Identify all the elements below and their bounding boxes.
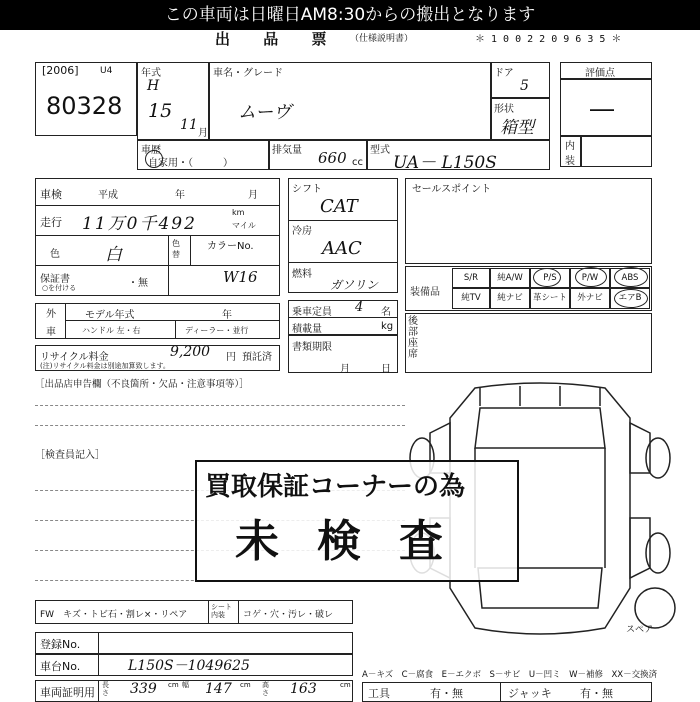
jack-value: 有・無 [580,687,613,700]
form-title: 出 品 票 [215,30,341,48]
capacity-label: 乗車定員 [292,307,332,318]
sales-point-label: セールスポイント [412,184,492,195]
mileage-value: 11万0千492 [82,214,197,234]
abs-circle-mark [614,267,648,287]
model-label: 型式 [370,145,390,156]
displacement-value: 660 [318,149,347,167]
mileage-unit-km: km [232,208,245,217]
doors-label: ドア [494,68,514,79]
ac-value: AAC [322,238,362,259]
equip-navi: 純ナビ [490,288,530,309]
seat-status: コゲ・穴・汚レ・破レ [243,610,334,620]
color-no-label: カラーNo. [207,241,254,252]
recycle-label: リサイクル料金 [40,352,109,363]
warranty-note: ○を付ける [42,284,77,292]
equip-airbag: エアB [610,288,650,309]
spare-tire-label: スペア [626,625,654,635]
foreign-year-unit: 年 [222,310,232,321]
height-value: 163 [290,681,317,697]
height-label: 高さ [262,681,269,697]
cert-label: 車両証明用 [40,686,95,699]
year-era: H [147,78,160,94]
length-value: 339 [130,681,157,697]
length-unit: cm [168,681,179,689]
color-change-label: 色替 [172,239,180,259]
foreign-label-1: 外 [46,309,56,320]
doc-deadline-month: 月 [340,364,350,375]
seller-note-label: ［出品店申告欄（不良箇所・欠品・注意事項等）］ [35,379,249,390]
mileage-unit-mile: マイル [232,221,256,230]
shift-label: シフト [292,184,322,195]
width-value: 147 [205,681,232,697]
interior-label: 内装 [565,141,575,167]
lot-tag-suffix: U4 [100,66,113,76]
year-value: 15 [148,100,173,122]
recycle-note: (注)リサイクル料金は別途加算致します。 [40,362,170,370]
inspection-label: 車検 [40,188,62,201]
rating-label: 評価点 [585,68,615,79]
load-unit: kg [381,321,394,332]
fuel-label: 燃料 [292,269,312,280]
equipment-label: 装備品 [410,287,440,298]
doc-deadline-label: 書類期限 [292,342,332,353]
foreign-model-year: モデル年式 [85,310,135,321]
inspector-label: ［検査員記入］ [35,450,105,461]
shape-label: 形状 [494,104,514,115]
capacity-unit: 名 [381,307,391,318]
form-subtitle: （仕様説明書） [350,34,414,44]
history-circle-mark [145,150,163,168]
fuel-value: ガソリン [330,278,379,292]
warranty-label: 保証書 [40,274,70,285]
height-unit: cm [340,681,351,689]
car-name-label: 車名・グレード [213,68,283,79]
lot-tag: [2006] [42,64,79,77]
width-unit: cm [240,681,251,689]
equip-sr: S/R [452,268,490,288]
rating-value: ― [590,95,614,123]
shift-value: CAT [320,196,358,217]
stamp-line-1: 買取保証コーナーの為 [205,472,466,502]
warranty-value: ・無 [128,278,148,289]
tools-label: 工具 [368,687,390,700]
seat-label: シート内装 [211,603,232,619]
equip-ext-navi: 外ナビ [570,288,610,309]
displacement-unit: cc [352,157,363,168]
pw-circle-mark [575,267,607,287]
car-name: ムーヴ [238,102,292,123]
equip-tv: 純TV [452,288,490,309]
foreign-dealer: ディーラー・並行 [185,326,249,335]
foreign-handle: ハンドル 左・右 [82,326,141,335]
inspection-era: 平成 [98,190,118,201]
rear-seat-box [405,313,652,373]
ps-circle-mark [533,268,561,287]
pickup-notice-banner: この車両は日曜日AM8:30からの搬出となります [0,0,700,30]
recycle-value: 9,200 [170,344,211,360]
length-label: 長さ [102,681,109,697]
color-label: 色 [50,249,60,260]
recycle-unit: 円 [226,352,236,363]
foreign-label-2: 車 [46,327,56,338]
month-unit: 月 [198,128,208,139]
jack-label: ジャッキ [508,687,552,700]
registration-row [35,632,353,654]
chassis-value: L150S－1049625 [128,658,250,674]
year-month: 11 [180,117,198,133]
registration-label: 登録No. [40,638,81,651]
rear-seat-label: 後部座席 [408,316,418,360]
stamp-line-2: 未検査 [235,516,481,567]
airbag-circle-mark [614,289,648,308]
equip-leather: 革シート [530,288,570,309]
recycle-status: 預託済 [242,352,272,363]
history-value: 自家用・（ ） [148,158,233,169]
equip-pw: P/W [570,268,610,288]
year-label: 年式 [141,68,161,79]
color-no-value: W16 [223,268,258,286]
inspection-year-unit: 年 [175,190,185,201]
displacement-label: 排気量 [272,145,302,156]
doors-value: 5 [520,78,529,94]
equip-alloy: 純A/W [490,268,530,288]
serial-number: ＊ 1 0 0 2 2 0 9 6 3 5 ＊ [475,34,622,45]
ac-label: 冷房 [292,226,312,237]
capacity-value: 4 [355,300,364,315]
load-label: 積載量 [292,324,322,335]
width-label: 幅 [182,681,189,689]
history-label: 車歴 [141,145,161,156]
shape-value: 箱型 [500,118,534,138]
lot-number: 80328 [46,92,123,120]
equip-abs: ABS [610,268,650,288]
equip-ps: P/S [530,268,570,288]
chassis-label: 車台No. [40,660,81,673]
damage-legend: A－キズ C－腐食 E－エクボ S－サビ U－凹ミ W－補修 XX－交換済 [362,670,658,680]
tools-value: 有・無 [430,687,463,700]
fw-label: FW キズ・トビ石・割レ×・リペア [40,610,188,620]
color-value: 白 [105,245,122,265]
inspection-month-unit: 月 [248,190,258,201]
doc-deadline-day: 日 [381,364,391,375]
mileage-label: 走行 [40,216,62,229]
model-value: UA－ L150S [393,153,497,173]
